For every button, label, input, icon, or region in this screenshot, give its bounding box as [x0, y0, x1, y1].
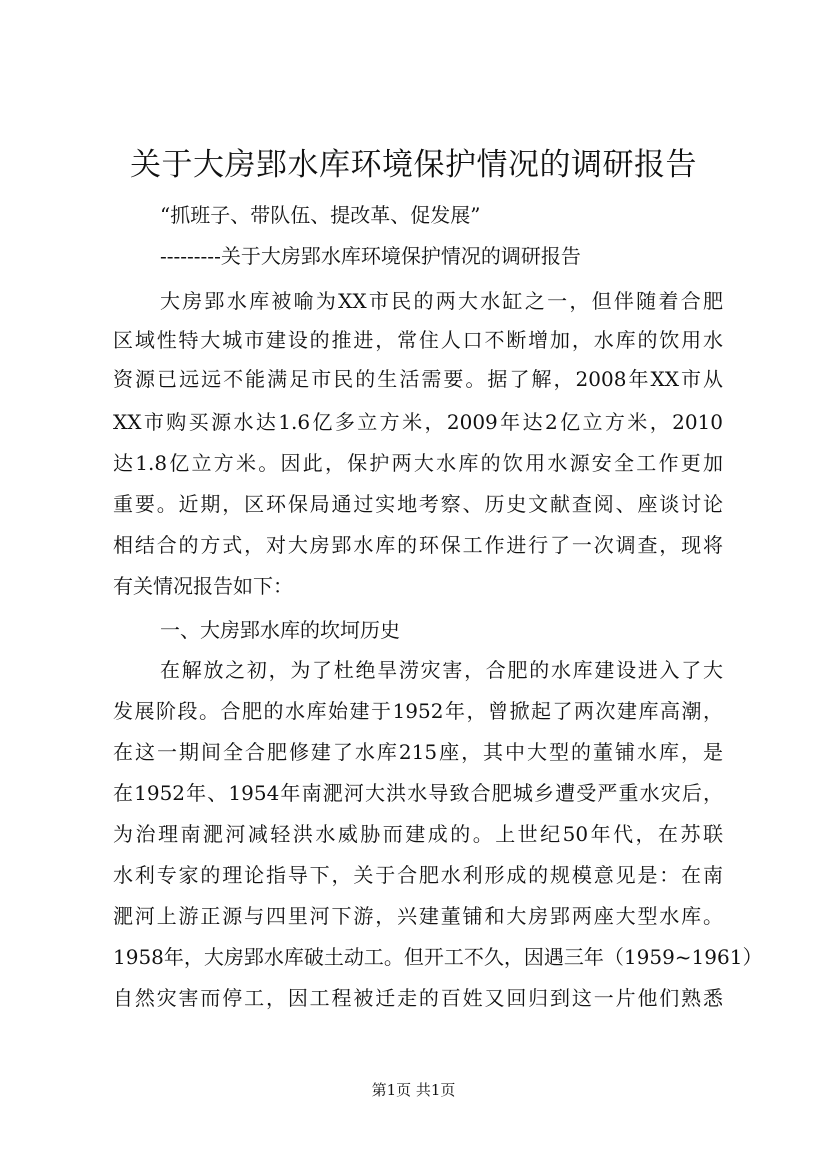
- body-line-2: 区域性特大城市建设的推进，常住人口不断增加，水库的饮用水: [113, 328, 723, 352]
- body-line-17: 自然灾害而停工，因工程被迁走的百姓又回归到这一片他们熟悉: [113, 986, 723, 1010]
- subtitle: “抓班子、带队伍、提改革、促发展”: [160, 203, 481, 227]
- body-line-3: 资源已远远不能满足市民的生活需要。据了解，2008年XX市从: [113, 367, 723, 391]
- document-title: 关于大房郢水库环境保护情况的调研报告: [130, 147, 697, 183]
- body-line-16: 1958年，大房郢水库破土动工。但开工不久，因遇三年（1959~1961）: [113, 945, 763, 969]
- dash-heading: ---------关于大房郢水库环境保护情况的调研报告: [160, 244, 581, 268]
- body-line-4: XX市购买源水达1.6亿多立方米，2009年达2亿立方米，2010: [113, 410, 723, 434]
- body-line-6: 重要。近期，区环保局通过实地考察、历史文献查阅、座谈讨论: [113, 492, 723, 516]
- body-line-9: 在解放之初，为了杜绝旱涝灾害，合肥的水库建设进入了大: [160, 658, 723, 682]
- body-line-5: 达1.8亿立方米。因此，保护两大水库的饮用水源安全工作更加: [113, 451, 723, 475]
- body-line-12: 在1952年、1954年南淝河大洪水导致合肥城乡遭受严重水灾后，: [113, 781, 723, 805]
- page-footer: 第1页 共1页: [371, 1081, 456, 1099]
- body-line-15: 淝河上游正源与四里河下游，兴建董铺和大房郢两座大型水库。: [113, 904, 723, 928]
- section-heading-1: 一、大房郢水库的坎坷历史: [160, 618, 400, 642]
- body-line-1: 大房郢水库被喻为XX市民的两大水缸之一，但伴随着合肥: [160, 289, 723, 313]
- body-line-14: 水利专家的理论指导下，关于合肥水利形成的规模意见是：在南: [113, 863, 723, 887]
- body-line-7: 相结合的方式，对大房郢水库的环保工作进行了一次调查，现将: [113, 533, 723, 557]
- body-line-11: 在这一期间全合肥修建了水库215座，其中大型的董铺水库，是: [113, 740, 723, 764]
- body-line-8: 有关情况报告如下：: [113, 574, 293, 598]
- body-line-13: 为治理南淝河减轻洪水威胁而建成的。上世纪50年代，在苏联: [113, 822, 723, 846]
- body-line-10: 发展阶段。合肥的水库始建于1952年，曾掀起了两次建库高潮，: [113, 699, 723, 723]
